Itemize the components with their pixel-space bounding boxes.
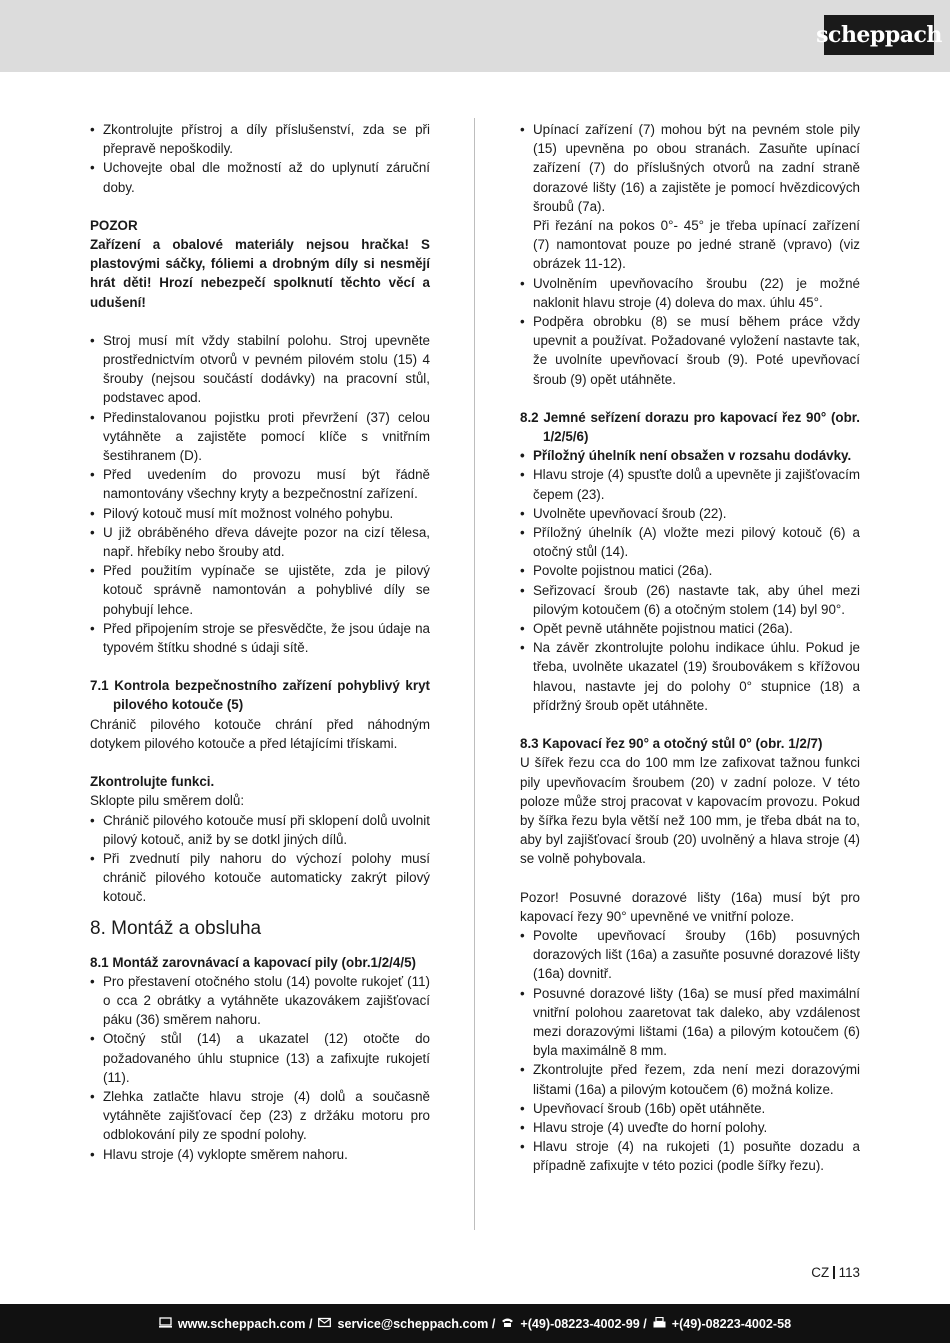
list-item: • Příložný úhelník není obsažen v rozsahu dodávky. xyxy=(520,446,860,465)
check-function-title: Zkontrolujte funkci. xyxy=(90,774,215,790)
section-8-heading: 8. Montáž a obsluha xyxy=(90,917,262,939)
email-link[interactable]: service@scheppach.com / xyxy=(337,1316,496,1331)
list-item: • Povolte upevňovací šrouby (16b) posuvných dorazových lišt (16a) a zasuňte posuvné dorazové lišty (16a) dovnitř. xyxy=(520,926,860,984)
section-7-1-heading: 7.1 Kontrola bezpečnostního zařízení pohyblivý kryt pilového kotouče (5) xyxy=(90,678,430,713)
list-item: • U již obráběného dřeva dávejte pozor na cizí tělesa, např. hřebíky nebo šrouby atd. xyxy=(90,523,430,561)
list-item: • Uvolněním upevňovacího šroubu (22) je možné naklonit hlavu stroje (4) doleva do max. úhlu 45°. xyxy=(520,274,860,312)
list-item: • Před připojením stroje se přesvědčte, že jsou údaje na typovém štítku shodné s údaji sítě. xyxy=(90,619,430,657)
list-item: • Chránič pilového kotouče musí při sklopení dolů uvolnit pilový kotouč, aniž by se dotkl jiných dílů. xyxy=(90,811,430,849)
section-8-3-heading: 8.3 Kapovací řez 90° a otočný stůl 0° (obr. 1/2/7) xyxy=(520,736,823,752)
safety-list xyxy=(90,331,430,657)
section-8-3-text: U šířek řezu cca do 100 mm lze zafixovat tažnou funkci pily upevňovacím šroubem (20) v zadní poloze. V této poloze může stroj pracovat v kapovacím provozu. Pokud by šířka řezu byla větší než 100 mm, je třeba dbát na to, aby byl zajišťovací šroub (20) uvolněný a hlava stroje (4) se volně pohybovala. xyxy=(520,755,860,867)
list-item: • Hlavu stroje (4) uveďte do horní polohy. xyxy=(520,1118,860,1137)
list-item: • Otočný stůl (14) a ukazatel (12) otočte do požadovaného úhlu stupnice (13) a zafixujte rukojetí (11). xyxy=(90,1029,430,1087)
guard-list xyxy=(90,811,430,907)
list-item: • Hlavu stroje (4) spusťte dolů a upevněte ji zajišťovacím čepem (23). xyxy=(520,465,860,503)
section-7-1-text: Chránič pilového kotouče chrání před náhodným dotykem pilového kotouče a před létajícími třískami. xyxy=(90,716,430,751)
list-item-text: Upínací zařízení (7) mohou být na pevném stole pily (15) upevněna po obou stranách. Zasuňte upínací zařízení (7) do příslušných otvorů na zadní straně dorazové lišty (16) a zajistěte je pomocí hvězdicových šroubů (7a). xyxy=(533,122,860,214)
list-item: • Na závěr zkontrolujte polohu indikace úhlu. Pokud je třeba, uvolněte ukazatel (19) šroubovákem s křížovou hlavou, nastavte jej do polohy 0° stupnice (18) a přídržný šroub opět utáhněte. xyxy=(520,638,860,715)
list-item: • Stroj musí mít vždy stabilní polohu. Stroj upevněte prostřednictvím otvorů v pevném pilovém stolu (15) 4 šrouby (nejsou součástí dodávky) na pracovní stůl, podstavec apod. xyxy=(90,331,430,408)
list-item: • Opět pevně utáhněte pojistnou matici (26a). xyxy=(520,619,860,638)
adjust-list xyxy=(520,446,860,715)
phone-icon xyxy=(501,1317,514,1331)
website-link[interactable]: www.scheppach.com / xyxy=(177,1316,313,1331)
fence-list xyxy=(520,926,860,1176)
list-item-continuation: Při řezání na pokos 0°- 45° je třeba upínací zařízení (7) namontovat pouze po jedné straně (vpravo) (viz obrázek 11-12). xyxy=(533,218,860,272)
list-item: • Upevňovací šroub (16b) opět utáhněte. xyxy=(520,1099,860,1118)
list-item: • Hlavu stroje (4) vyklopte směrem nahoru. xyxy=(90,1145,430,1164)
list-item: • Před uvedením do provozu musí být řádně namontovány všechny kryty a bezpečnostní zařízení. xyxy=(90,465,430,503)
phone-number: +(49)-08223-4002-99 / xyxy=(520,1316,647,1331)
column-divider xyxy=(474,118,475,1230)
page-number-value: 113 xyxy=(838,1265,860,1280)
list-item: • Pro přestavení otočného stolu (14) povolte rukojeť (11) o cca 2 obrátky a vytáhněte ukazovákem zajišťovací páku (36) směrem nahoru. xyxy=(90,972,430,1030)
page-language: CZ xyxy=(811,1265,830,1280)
header-bar xyxy=(0,0,950,72)
section-8-2-heading: 8.2 Jemné seřízení dorazu pro kapovací řez 90° (obr. 1/2/5/6) xyxy=(520,409,860,445)
list-item: • Podpěra obrobku (8) se musí během práce vždy upevnit a používat. Požadované vyložení nastavte tak, že uvolníte upevňovací šroub (9). Poté upevňovací šroub (9) opět utáhněte. xyxy=(520,312,860,389)
list-item: • Před použitím vypínače se ujistěte, zda je pilový kotouč správně namontován a pohyblivé díly se pohybují lehce. xyxy=(90,561,430,619)
check-function-text: Sklopte pilu směrem dolů: xyxy=(90,793,245,809)
fax-number: +(49)-08223-4002-58 xyxy=(671,1316,792,1331)
scheppach-logo: scheppach xyxy=(824,15,934,55)
page-number xyxy=(811,1265,860,1280)
list-item: • Zlehka zatlačte hlavu stroje (4) dolů a současně vytáhněte zajišťovací čep (23) z držáku motoru pro odblokování pily ze spodní polohy. xyxy=(90,1087,430,1145)
list-item: • Předinstalovanou pojistku proti převržení (37) celou vytáhněte a zajistěte pomocí klíče s vnitřním šestihranem (D). xyxy=(90,408,430,466)
list-item: • Hlavu stroje (4) na rukojeti (1) posuňte dozadu a případně zafixujte v této pozici (podle šířky řezu). xyxy=(520,1137,860,1175)
clamp-list xyxy=(520,120,860,389)
left-column xyxy=(90,120,430,1164)
list-item: • Uvolněte upevňovací šroub (22). xyxy=(520,504,860,523)
list-item: • Příložný úhelník (A) vložte mezi pilový kotouč (6) a otočný stůl (14). xyxy=(520,523,860,561)
warning-title: POZOR xyxy=(90,217,138,233)
list-item: • Posuvné dorazové lišty (16a) se musí před maximální vnitřní polohou zaaretovat tak daleko, aby vzdálenost mezi dorazovými lištami (16a) a pilovým kotoučem (6) byla maximálně 8 mm. xyxy=(520,984,860,1061)
check-list xyxy=(90,120,430,197)
computer-icon xyxy=(159,1317,172,1331)
fax-icon xyxy=(653,1317,666,1331)
list-item: • Povolte pojistnou matici (26a). xyxy=(520,561,860,580)
list-item: • Seřizovací šroub (26) nastavte tak, aby úhel mezi pilovým kotoučem (6) a otočným stolem (14) byl 90°. xyxy=(520,581,860,619)
mail-icon xyxy=(318,1317,331,1331)
footer-bar xyxy=(0,1304,950,1343)
list-item: • Uchovejte obal dle možností až do uplynutí záruční doby. xyxy=(90,158,430,196)
list-item xyxy=(520,120,860,274)
list-item: • Zkontrolujte před řezem, zda není mezi dorazovými lištami (16a) a pilovým kotoučem (6) možná kolize. xyxy=(520,1060,860,1098)
assembly-list xyxy=(90,972,430,1164)
list-item: • Při zvednutí pily nahoru do výchozí polohy musí chránič pilového kotouče automaticky zakrýt pilový kotouč. xyxy=(90,849,430,907)
list-item: • Zkontrolujte přístroj a díly příslušenství, zda se při přepravě nepoškodily. xyxy=(90,120,430,158)
warning-text: Zařízení a obalové materiály nejsou hračka! S plastovými sáčky, fóliemi a drobným díly si nesmějí hrát děti! Hrozí nebezpečí spolknutí těchto věcí a udušení! xyxy=(90,237,430,310)
page-number-divider xyxy=(833,1266,835,1279)
section-8-3-note: Pozor! Posuvné dorazové lišty (16a) musí být pro kapovací řezy 90° upevněné ve vnitřní poloze. xyxy=(520,889,860,924)
list-item: • Pilový kotouč musí mít možnost volného pohybu. xyxy=(90,504,430,523)
section-8-1-heading: 8.1 Montáž zarovnávací a kapovací pily (obr.1/2/4/5) xyxy=(90,954,416,970)
right-column xyxy=(520,120,860,1176)
